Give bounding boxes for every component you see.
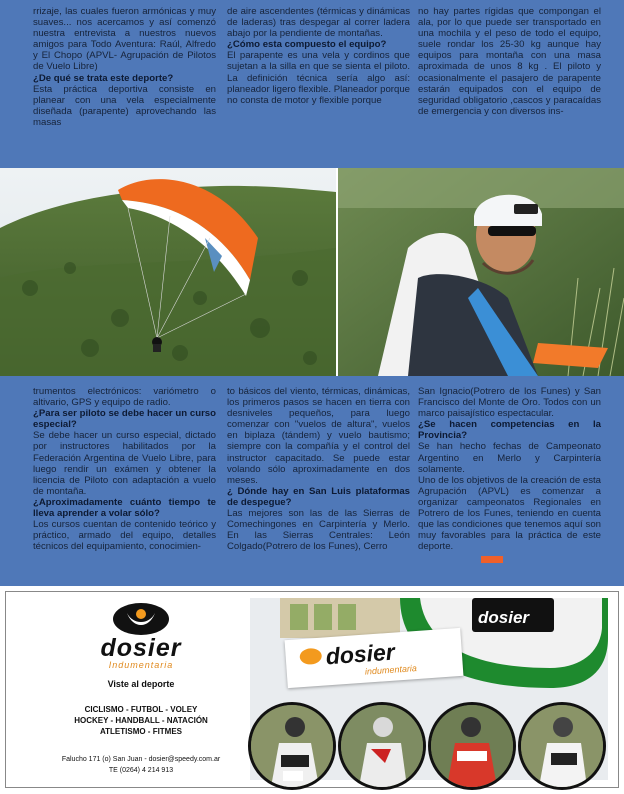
article-band-bottom	[0, 376, 624, 586]
dosier-logo-icon	[113, 603, 169, 635]
question-heading: ¿Se hacen competencias en la Provincia?	[418, 419, 601, 442]
sports-line: HOCKEY - HANDBALL - NATACIÓN	[74, 716, 208, 725]
paragraph: to básicos del viento, térmicas, dinámicas, los primeros pasos se hacen en tierra con desniveles pequeños, para luego comenzar con "vuelos de altura", vuelos en biplaza (tándem) y vuelo bautismo; siempre con la compañía y el control del instructor capacitado. Se puede estar volando sólo aproximadamente en dos meses.	[227, 386, 410, 486]
column-3-bottom	[418, 386, 601, 552]
column-2-bottom	[227, 386, 410, 552]
label-brand: dosier	[478, 608, 530, 627]
pilot-illustration	[338, 168, 624, 376]
dosier-logo	[113, 603, 169, 635]
sports-line: CICLISMO - FUTBOL - VOLEY	[84, 705, 198, 714]
cyclist-photo-2	[338, 702, 426, 790]
column-1-top	[33, 6, 216, 128]
paragraph: trumentos electrónicos: variómetro o altivario, GPS y equipo de radio.	[33, 386, 216, 409]
tag-brand: dosier	[324, 638, 396, 670]
question-heading: ¿De qué se trata este deporte?	[33, 72, 174, 84]
dosier-advertisement	[0, 586, 624, 794]
paragraph: Las mejores son las de las Sierras de Comechingones en Carpintería y Merlo. En las Sierras Centrales: León Colgado(Potrero de los Funes), Cerro	[227, 508, 410, 553]
brand-subtitle: Indumentaria	[108, 660, 174, 670]
question-heading: ¿Para ser piloto se debe hacer un curso especial?	[33, 408, 216, 431]
question-heading: ¿ Dónde hay en San Luis plataformas de despegue?	[227, 485, 410, 508]
column-3-top	[418, 6, 601, 117]
column-1-bottom	[33, 386, 216, 552]
tag-subtitle: indumentaria	[364, 663, 418, 677]
brand-name: dosier	[100, 634, 182, 662]
question-heading: ¿Cómo esta compuesto el equipo?	[227, 39, 387, 51]
cyclist-icon	[431, 705, 513, 787]
paragraph: El parapente es una vela y cordinos que sujetan a la silla en que se sienta el piloto. La definición técnica sería algo así: planeador ligero flexible. Planeador porque no consta de motor y flexible porque	[227, 50, 410, 106]
pilot-photo	[338, 168, 624, 376]
paragraph: Los cursos cuentan de contenido teórico y práctico, armado del equipo, detalles técnicos del equipamiento, conocimien-	[33, 519, 216, 553]
sports-line: ATLETISMO - FITMES	[99, 727, 183, 736]
paragraph: Se han hecho fechas de Campeonato Argentino en Merlo y Carpintería solamente.	[418, 441, 601, 475]
tag-logo-icon	[299, 648, 322, 665]
article-band-top	[0, 0, 624, 168]
slogan: Viste al deporte	[107, 679, 175, 689]
paragraph: no hay partes rígidas que compongan el ala, por lo que puede ser transportado en una mochila y el peso de todo el equipo, suele rondar los 25-30 kg aunque hay equipos para montaña con una masa aproximada de unos 8 kg . El piloto y ocasionalmente el pasajero de parapente estarán equipados con el equipo de seguridad obligatorio ,cascos y paracaídas de emergencia y con diversos ins-	[418, 6, 601, 117]
question-heading: ¿Aproximadamente cuánto tiempo te lleva aprender a volar sólo?	[33, 496, 216, 520]
paragraph: Se debe hacer un curso especial, dictado por instructores habilitados por la Federación Argentina de Vuelo Libre, para luego rendir un exámen y obtener la licencia de Piloto con adaptación a vuelo de montaña.	[33, 430, 216, 497]
column-2-top	[227, 6, 410, 106]
paraglider-illustration	[0, 168, 336, 376]
cyclist-photo-3	[428, 702, 516, 790]
paragraph: rrizaje, las cuales fueron armónicas y muy suaves... nos acercamos y así comenzó nuestra entrevista a nuestros nuevos amigos para Todo Aventura: Raúl, Alfredo y El Chopo (APVL- Agrupación de Pilotos de Vuelo Libre)	[33, 6, 216, 73]
cyclist-photo-4	[518, 702, 606, 790]
end-mark	[481, 556, 503, 563]
cyclist-icon	[341, 705, 423, 787]
cyclist-icon	[251, 705, 333, 787]
sports-list	[70, 704, 212, 737]
phone: TE (0264) 4 214 913	[108, 767, 174, 774]
paragraph: Esta práctica deportiva consiste en planear con una vela especialmente diseñada (parapente) aprovechando las masas	[33, 83, 216, 128]
paraglider-photo	[0, 168, 336, 376]
cyclist-photo-1	[248, 702, 336, 790]
address: Falucho 171 (o) San Juan - dosier@speedy.com.ar	[61, 756, 221, 763]
jersey-label	[472, 598, 554, 632]
cyclist-icon	[521, 705, 603, 787]
paragraph: San Ignacio(Potrero de los Funes) y San Francisco del Monte de Oro. Todos con un marco paisajístico espectacular.	[418, 386, 601, 420]
paragraph: de aire ascendentes (térmicas y dinámicas de laderas) tras despegar al correr ladera abajo por la pendiente de montañas.	[227, 6, 410, 40]
photo-strip	[0, 168, 624, 376]
paragraph: Uno de los objetivos de la creación de esta Agrupación (APVL) es comenzar a organizar campeonatos Regionales en Potrero de los Funes, teniendo en cuenta que las condiciones que tenemos aquí son muy favorables para la práctica de este deporte.	[418, 474, 601, 553]
